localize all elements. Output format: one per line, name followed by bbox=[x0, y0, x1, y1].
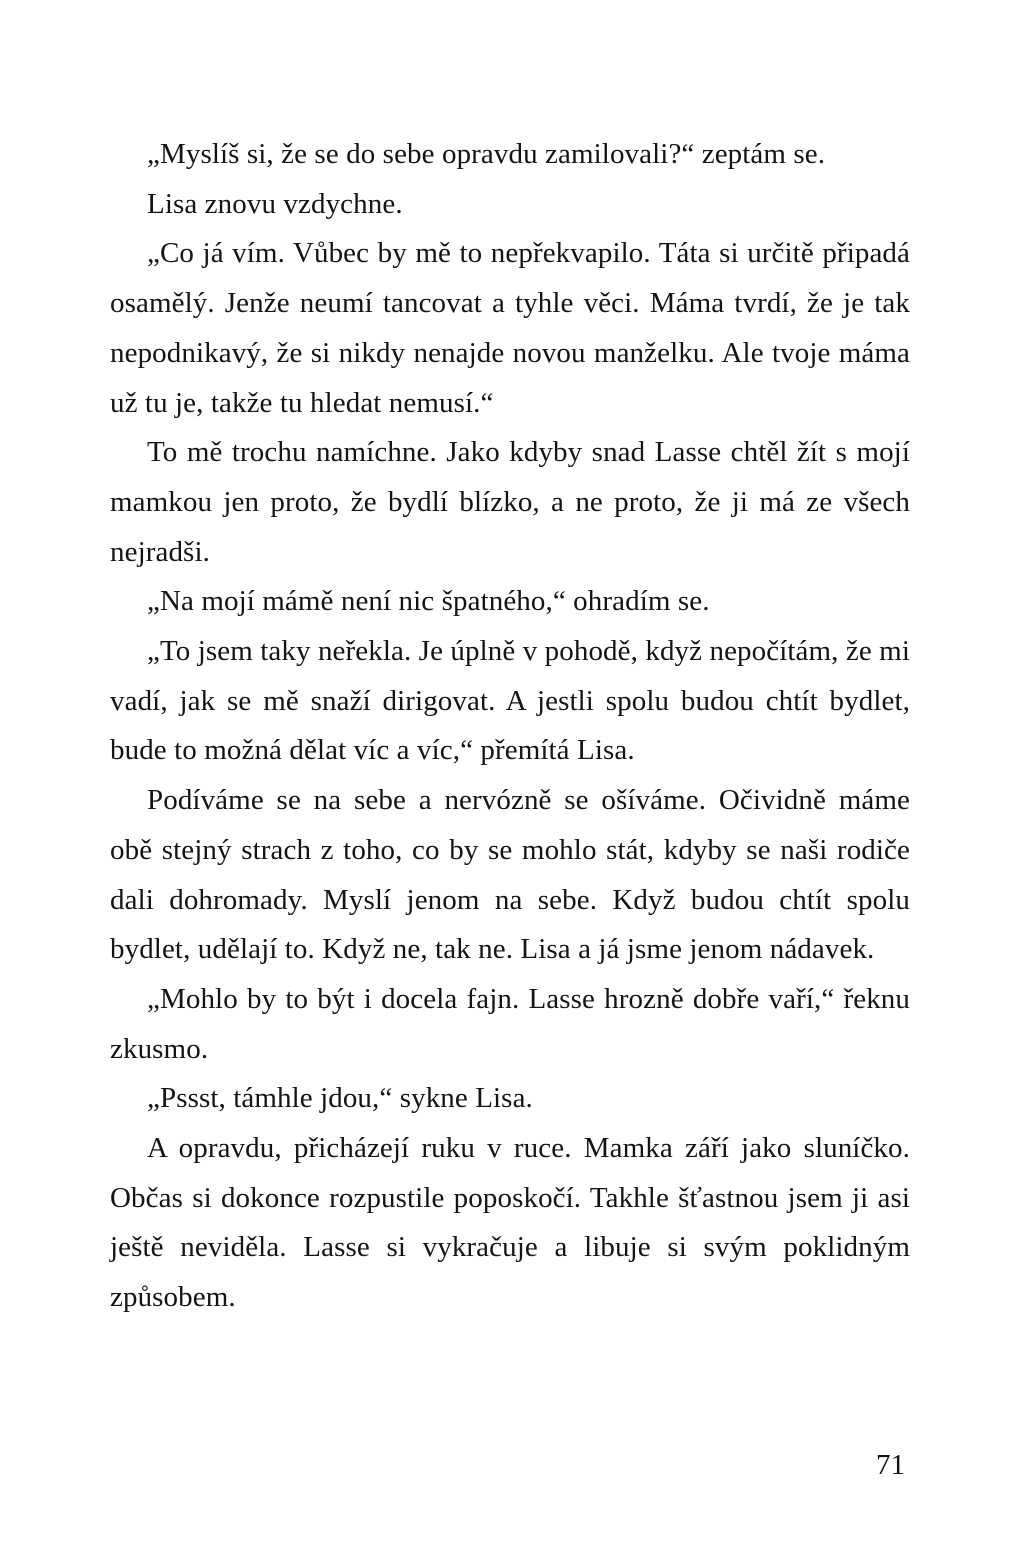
paragraph: „Co já vím. Vůbec by mě to nepřekvapilo. Táta si určitě připadá osamělý. Jenže neumí tancovat a tyhle věci. Máma tvrdí, že je tak nepodnikavý, že si nikdy nenajde novou manželku. Ale tvoje máma už tu je, takže tu hledat nemusí.“ bbox=[110, 237, 910, 419]
paragraph: „Myslíš si, že se do sebe opravdu zamilovali?“ zeptám se. bbox=[147, 138, 826, 170]
paragraph: To mě trochu namíchne. Jako kdyby snad Lasse chtěl žít s mojí mamkou jen proto, že bydlí blízko, a ne proto, že ji má ze všech nejradši. bbox=[110, 436, 910, 568]
paragraph: „Na mojí mámě není nic špatného,“ ohradím se. bbox=[147, 585, 710, 618]
page-text bbox=[110, 130, 910, 1323]
paragraph: „To jsem taky neřekla. Je úplně v pohodě, když nepočítám, že mi vadí, jak se mě snaží dirigovat. A jestli spolu budou chtít bydlet, bude to možná dělat víc a víc,“ přemítá Lisa. bbox=[110, 635, 910, 767]
paragraph: Lisa znovu vzdychne. bbox=[147, 187, 403, 220]
paragraph: Podíváme se na sebe a nervózně se ošíváme. Očividně máme obě stejný strach z toho, co by se mohlo stát, kdyby se naši rodiče dali dohromady. Myslí jenom na sebe. Když budou chtít spolu bydlet, udělají to. Když ne, tak ne. Lisa a já jsme jenom nádavek. bbox=[110, 784, 910, 966]
paragraph: A opravdu, přicházejí ruku v ruce. Mamka září jako sluníčko. Občas si dokonce rozpustile poposkočí. Takhle šťastnou jsem ji asi ještě neviděla. Lasse si vykračuje a libuje si svým poklidným způsobem. bbox=[110, 1132, 910, 1314]
page-number: 71 bbox=[876, 1449, 905, 1481]
paragraph: „Mohlo by to být i docela fajn. Lasse hrozně dobře vaří,“ řeknu zkusmo. bbox=[110, 982, 910, 1065]
paragraph: „Pssst, támhle jdou,“ sykne Lisa. bbox=[147, 1082, 533, 1115]
